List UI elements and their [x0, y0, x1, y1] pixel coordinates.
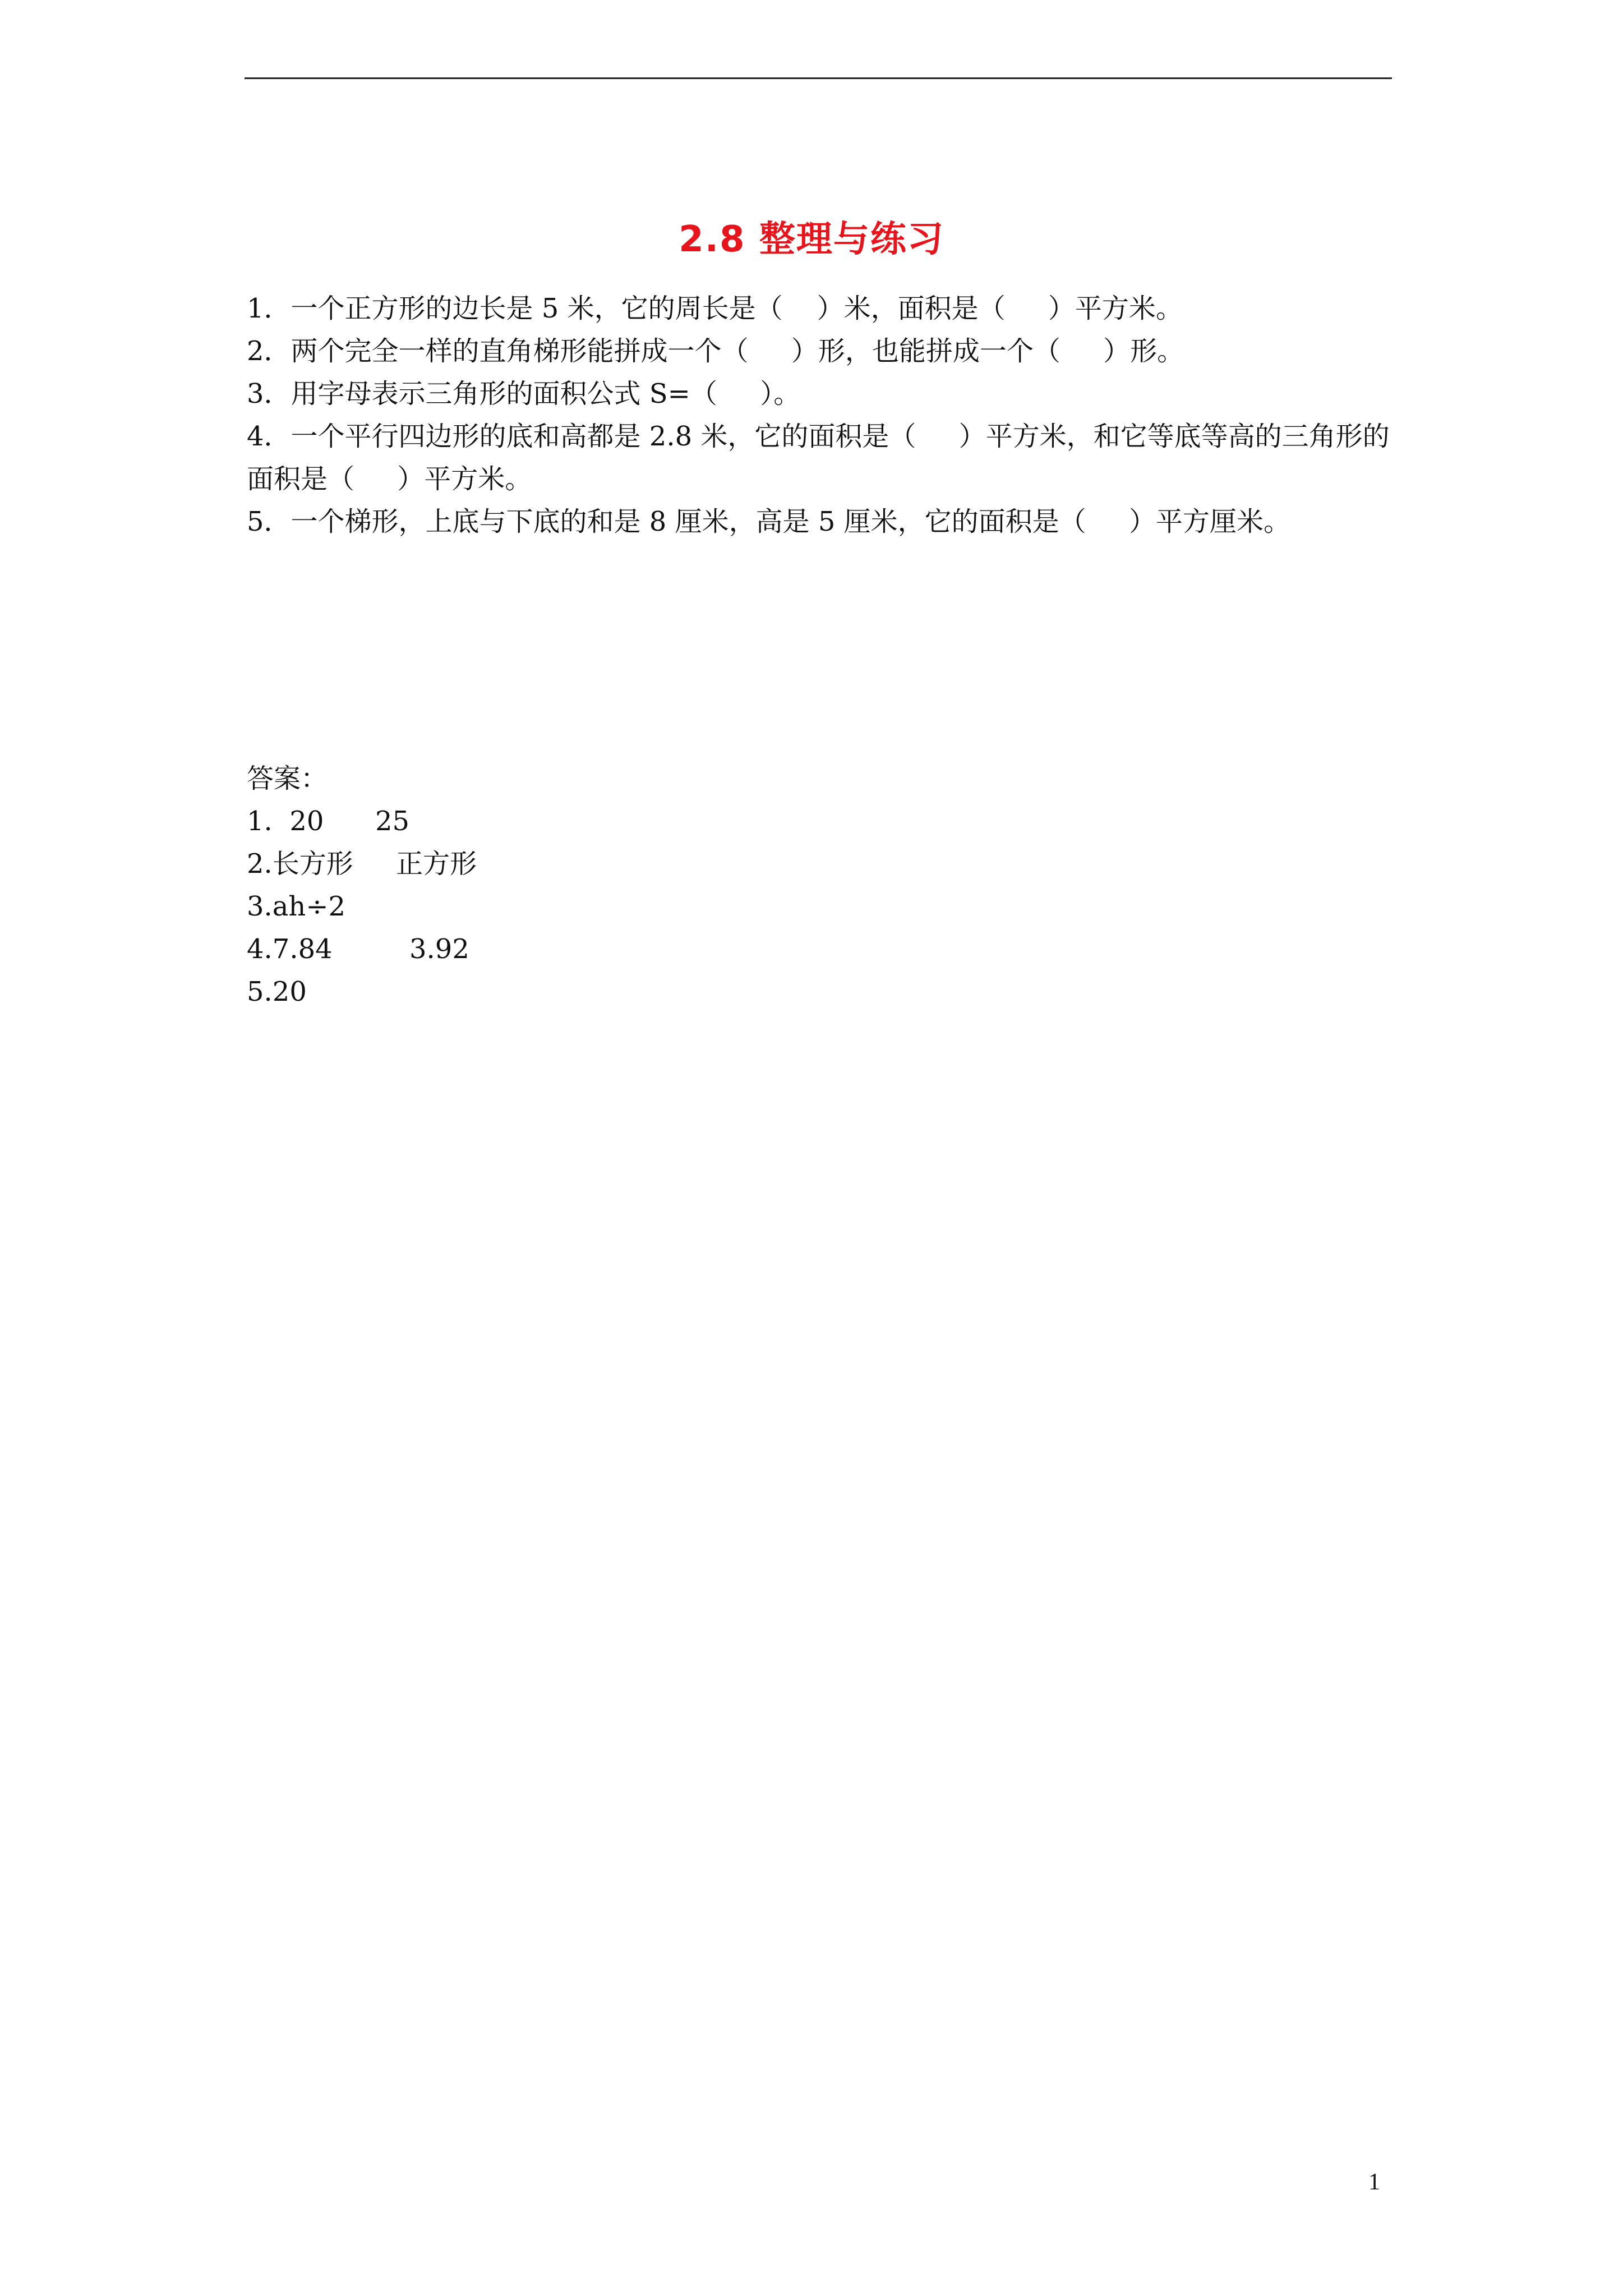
- answer-section: [247, 757, 920, 1013]
- answer-3: 3.ah÷2: [247, 891, 346, 922]
- question-2: 2．两个完全一样的直角梯形能拼成一个（ ）形，也能拼成一个（ ）形。: [247, 335, 1184, 367]
- question-5: 5．一个梯形，上底与下底的和是 8 厘米，高是 5 厘米，它的面积是（ ）平方厘米。: [247, 506, 1290, 537]
- question-4: 4．一个平行四边形的底和高都是 2.8 米，它的面积是（ ）平方米，和它等底等高的三角形的面积是（ ）平方米。: [247, 421, 1390, 495]
- answer-5: 5.20: [247, 976, 307, 1007]
- answer-heading: 答案：: [247, 763, 328, 794]
- question-3: 3．用字母表示三角形的面积公式 S=（ ）。: [247, 378, 801, 409]
- question-list: [247, 287, 1391, 543]
- page-title: 2.8 整理与练习: [679, 219, 944, 260]
- answer-2: 2.长方形 正方形: [247, 848, 477, 880]
- page-number: 1: [1368, 2169, 1380, 2195]
- header-rule: [245, 77, 1392, 79]
- answer-4: 4.7.84 3.92: [247, 933, 469, 965]
- question-1: 1．一个正方形的边长是 5 米，它的周长是（ ）米，面积是（ ）平方米。: [247, 293, 1183, 324]
- answer-1: 1. 20 25: [247, 806, 410, 837]
